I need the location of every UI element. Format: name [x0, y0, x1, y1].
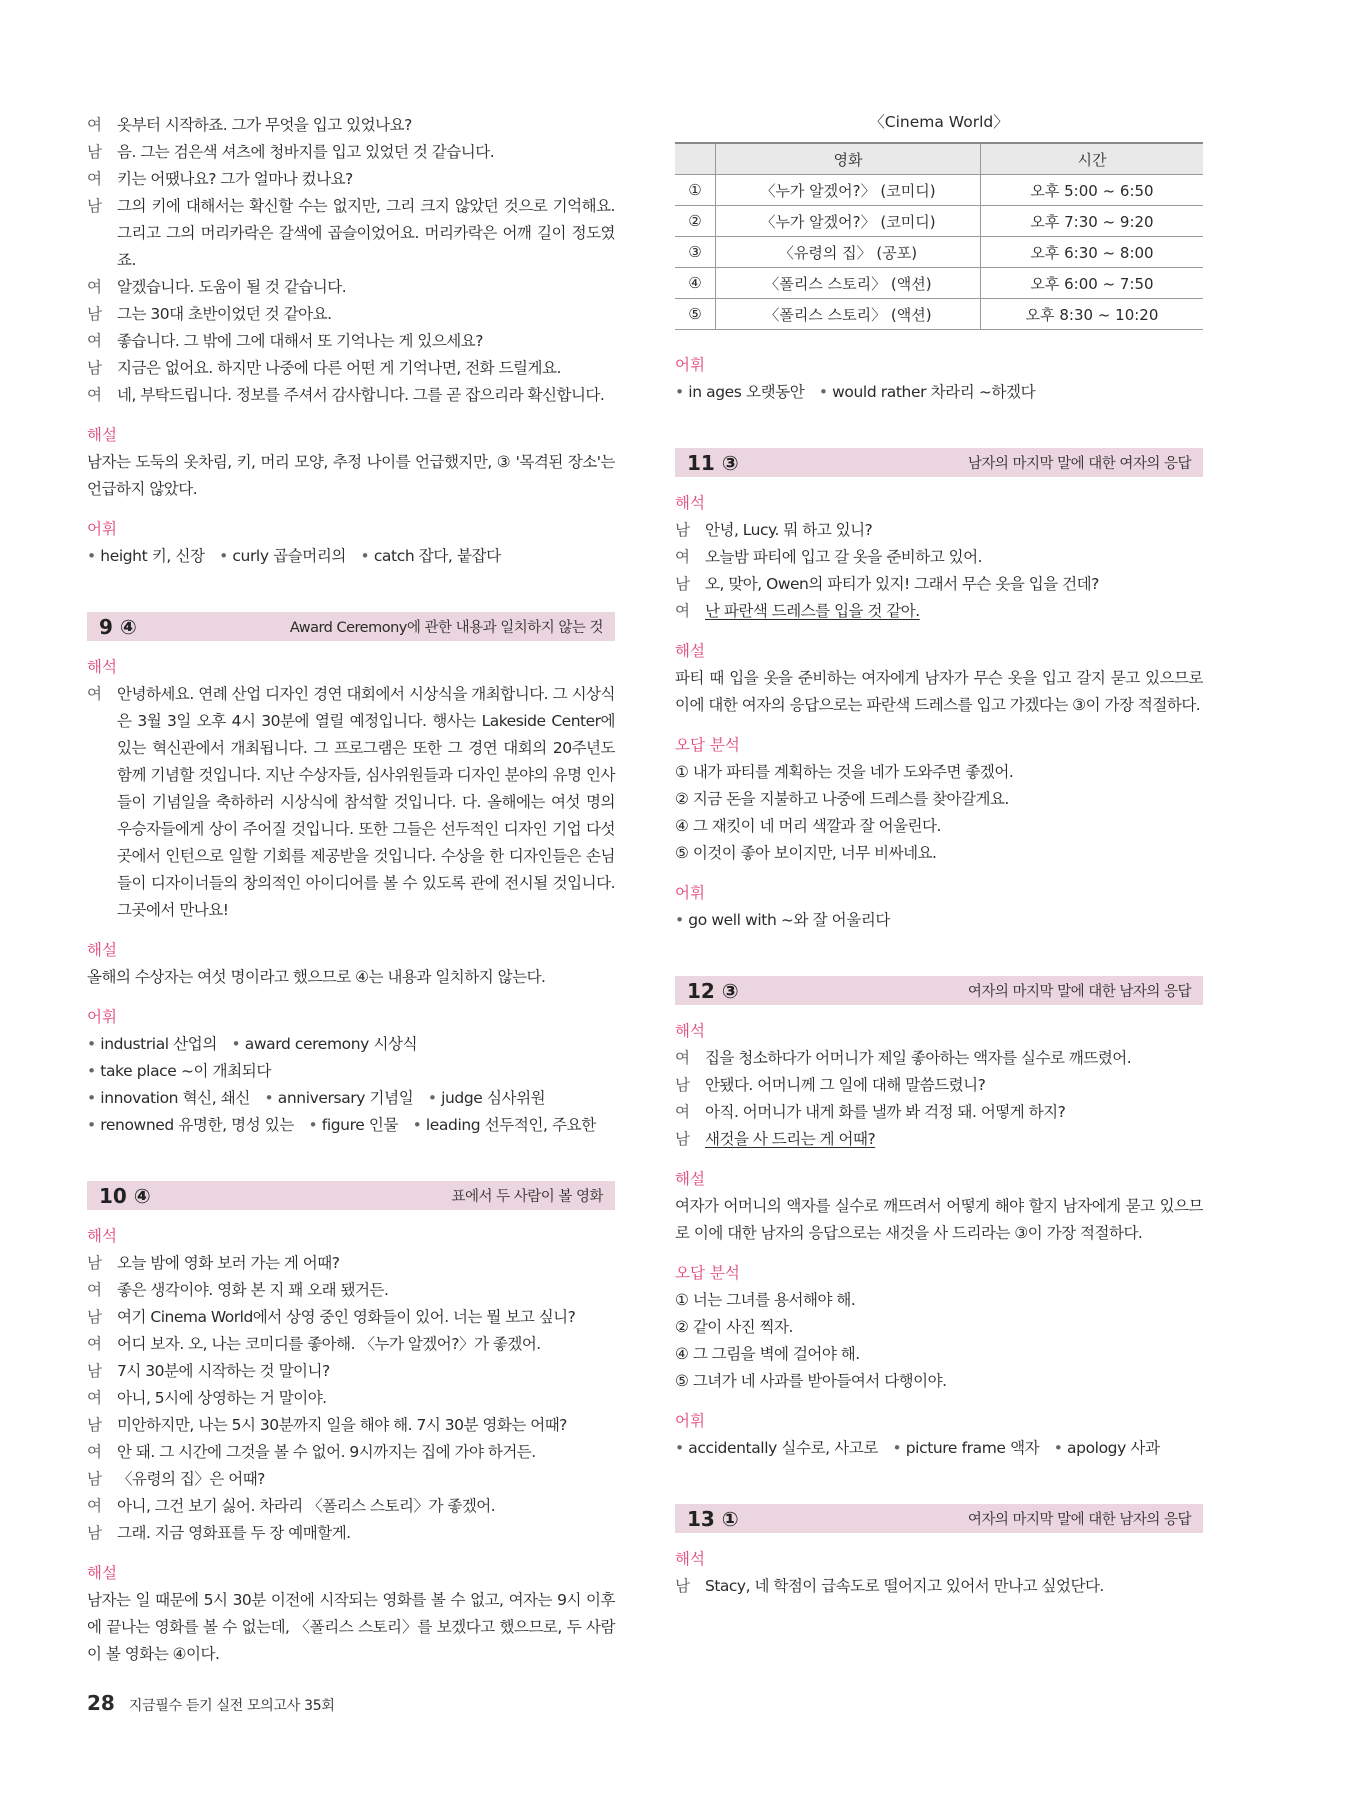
vocab-item: • award ceremony 시상식: [232, 1035, 418, 1053]
dialog-line: 여 키는 어땠나요? 그가 얼마나 컸나요?: [87, 170, 353, 188]
dialog: [87, 1250, 615, 1547]
translation-label: 해석: [87, 658, 117, 676]
explanation-text: 여자가 어머니의 액자를 실수로 깨뜨려서 어떻게 해야 할지 남자에게 묻고 있으므로 이에 대한 남자의 응답으로는 새것을 사 드리라는 ③이 가장 적절하다.: [675, 1197, 1203, 1242]
explanation-label: 해설: [87, 426, 117, 444]
dialog-line: 여 난 파란색 드레스를 입을 것 같아.: [675, 602, 920, 620]
table-cell: 오후 8:30 ~ 10:20: [981, 299, 1204, 330]
question-header-9: [87, 612, 615, 641]
vocab-item: • anniversary 기념일: [265, 1089, 414, 1107]
dialog-line: 여 네, 부탁드립니다. 정보를 주셔서 감사합니다. 그를 곧 잡으리라 확신합니다.: [87, 386, 605, 404]
table-header-row: [675, 143, 1203, 175]
question-number: 12 ③: [687, 978, 739, 1003]
table-row: [675, 299, 1203, 330]
vocab-item: • renowned 유명한, 명성 있는: [87, 1116, 294, 1134]
dialog-line: 남 음. 그는 검은색 셔츠에 청바지를 입고 있었던 것 같습니다.: [87, 143, 495, 161]
explanation-text: 파티 때 입을 옷을 준비하는 여자에게 남자가 무슨 옷을 입고 갈지 묻고 있으므로 이에 대한 여자의 응답으로는 파란색 드레스를 입고 가겠다는 ③이 가장 적절하다.: [675, 669, 1203, 714]
wrong-analysis-label: 오답 분석: [675, 1264, 740, 1282]
vocab-item: • take place ~이 개최되다: [87, 1062, 271, 1080]
dialog-line: 여 옷부터 시작하죠. 그가 무엇을 입고 있었나요?: [87, 116, 412, 134]
dialog: [675, 1045, 1203, 1153]
table-cell: 〈폴리스 스토리〉 (액션): [716, 299, 981, 330]
right-column: [675, 112, 1203, 1600]
dialog-line: 여 좋습니다. 그 밖에 그에 대해서 또 기억나는 게 있으세요?: [87, 332, 483, 350]
option-line: ① 너는 그녀를 용서해야 해.: [675, 1291, 856, 1309]
question-number: 9 ④: [99, 614, 137, 639]
dialog-line: 여 알겠습니다. 도움이 될 것 같습니다.: [87, 278, 347, 296]
table-cell: ②: [675, 206, 716, 237]
vocab-item: • picture frame 액자: [892, 1439, 1039, 1457]
option-line: ⑤ 그녀가 네 사과를 받아들여서 다행이야.: [675, 1372, 947, 1390]
question-description: 여자의 마지막 말에 대한 남자의 응답: [967, 1512, 1191, 1528]
table-row: [675, 175, 1203, 206]
vocab-label: 어휘: [675, 884, 705, 902]
dialog-line: 여 오늘밤 파티에 입고 갈 옷을 준비하고 있어.: [675, 548, 983, 566]
wrong-options: [675, 1287, 1203, 1395]
vocab-list: [87, 1031, 615, 1139]
table-cell: 오후 6:30 ~ 8:00: [981, 237, 1204, 268]
page-number: 28: [87, 1691, 115, 1715]
dialog-top: [87, 112, 615, 409]
table-row: [675, 237, 1203, 268]
vocab-item: • industrial 산업의: [87, 1035, 217, 1053]
vocab-item: • in ages 오랫동안: [675, 383, 804, 401]
vocab-item: • go well with ~와 잘 어울리다: [675, 911, 890, 929]
dialog: [675, 517, 1203, 625]
dialog-line: 여 안 돼. 그 시간에 그것을 볼 수 없어. 9시까지는 집에 가야 하거든.: [87, 1443, 536, 1461]
vocab-label: 어휘: [675, 356, 705, 374]
explanation-label: 해설: [87, 1564, 117, 1582]
option-line: ② 지금 돈을 지불하고 나중에 드레스를 찾아갈게요.: [675, 790, 1009, 808]
dialog-line: 남 오, 맞아, Owen의 파티가 있지! 그래서 무슨 옷을 입을 건데?: [675, 575, 1099, 593]
translation-label: 해석: [675, 1550, 705, 1568]
vocab-list: [675, 907, 1203, 934]
table-title: 〈Cinema World〉: [869, 113, 1009, 131]
footer-title: 지금필수 듣기 실전 모의고사 35회: [128, 1698, 335, 1714]
table-cell: 〈누가 알겠어?〉 (코미디): [716, 175, 981, 206]
vocab-label: 어휘: [87, 1008, 117, 1026]
explanation-label: 해설: [675, 1170, 705, 1188]
table-cell: ③: [675, 237, 716, 268]
vocab-label: 어휘: [675, 1412, 705, 1430]
dialog-line: 남 안됐다. 어머니께 그 일에 대해 말씀드렸니?: [675, 1076, 986, 1094]
dialog-line: 남 그의 키에 대해서는 확신할 수는 없지만, 그리 크지 않았던 것으로 기억해요. 그리고 그의 머리카락은 갈색에 곱슬이었어요. 머리카락은 어깨 길이 정도였죠.: [87, 197, 615, 269]
translation-label: 해석: [87, 1227, 117, 1245]
dialog-line: 여 아니, 그건 보기 싫어. 차라리 〈폴리스 스토리〉가 좋겠어.: [87, 1497, 496, 1515]
dialog-line: 여 아니, 5시에 상영하는 거 말이야.: [87, 1389, 327, 1407]
vocab-item: • figure 인물: [308, 1116, 398, 1134]
dialog-line: 남 지금은 없어요. 하지만 나중에 다른 어떤 게 기억나면, 전화 드릴게요.: [87, 359, 561, 377]
vocab-item: • leading 선두적인, 주요한: [413, 1116, 596, 1134]
option-line: ① 내가 파티를 계획하는 것을 네가 도와주면 좋겠어.: [675, 763, 1014, 781]
table-header: 시간: [981, 143, 1204, 175]
explanation-text: 남자는 도둑의 옷차림, 키, 머리 모양, 추정 나이를 언급했지만, ③ '목격된 장소'는 언급하지 않았다.: [87, 453, 615, 498]
option-line: ② 같이 사진 찍자.: [675, 1318, 793, 1336]
table-row: [675, 206, 1203, 237]
vocab-item: • judge 심사위원: [428, 1089, 545, 1107]
dialog-line: 남 〈유령의 집〉은 어때?: [87, 1470, 265, 1488]
dialog-line: 남 새것을 사 드리는 게 어때?: [675, 1130, 876, 1148]
question-header-11: [675, 448, 1203, 477]
dialog-line: 남 안녕, Lucy. 뭐 하고 있니?: [675, 521, 873, 539]
vocab-item: • accidentally 실수로, 사고로: [675, 1439, 878, 1457]
vocab-item: • apology 사과: [1054, 1439, 1160, 1457]
vocab-item: • curly 곱슬머리의: [219, 547, 346, 565]
table-cell: 오후 7:30 ~ 9:20: [981, 206, 1204, 237]
dialog-line: 남 오늘 밤에 영화 보러 가는 게 어때?: [87, 1254, 340, 1272]
explanation-label: 해설: [675, 642, 705, 660]
vocab-label: 어휘: [87, 520, 117, 538]
option-line: ⑤ 이것이 좋아 보이지만, 너무 비싸네요.: [675, 844, 937, 862]
vocab-item: • height 키, 신장: [87, 547, 205, 565]
vocab-list: [675, 1435, 1203, 1462]
question-description: 여자의 마지막 말에 대한 남자의 응답: [967, 984, 1191, 1000]
table-cell: 〈폴리스 스토리〉 (액션): [716, 268, 981, 299]
table-row: [675, 268, 1203, 299]
answer-underlined: 새것을 사 드리는 게 어때?: [705, 1130, 876, 1148]
dialog-line: 남 7시 30분에 시작하는 것 말이니?: [87, 1362, 330, 1380]
wrong-analysis-label: 오답 분석: [675, 736, 740, 754]
page-footer: [87, 1691, 335, 1715]
question-number: 11 ③: [687, 450, 739, 475]
explanation-text: 남자는 일 때문에 5시 30분 이전에 시작되는 영화를 볼 수 없고, 여자는 9시 이후에 끝나는 영화를 볼 수 없는데, 〈폴리스 스토리〉를 보겠다고 했으므로, 두 사람이 볼 영화는 ④이다.: [87, 1591, 615, 1663]
dialog-line: 여 아직. 어머니가 내게 화를 낼까 봐 걱정 돼. 어떻게 하지?: [675, 1103, 1066, 1121]
option-line: ④ 그 그림을 벽에 걸어야 해.: [675, 1345, 860, 1363]
vocab-list: [87, 543, 615, 570]
vocab-item: • innovation 혁신, 쇄신: [87, 1089, 250, 1107]
dialog-line: 남 여기 Cinema World에서 상영 중인 영화들이 있어. 너는 뭘 보고 싶니?: [87, 1308, 576, 1326]
movie-table: [675, 142, 1203, 330]
table-header: [675, 143, 716, 175]
question-number: 10 ④: [99, 1183, 151, 1208]
explanation-text: 올해의 수상자는 여섯 명이라고 했으므로 ④는 내용과 일치하지 않는다.: [87, 968, 546, 986]
table-header: 영화: [716, 143, 981, 175]
vocab-item: • would rather 차라리 ~하겠다: [819, 383, 1035, 401]
dialog-line: 남 그는 30대 초반이었던 것 같아요.: [87, 305, 332, 323]
left-column: [87, 112, 615, 1668]
dialog-line: 남 그래. 지금 영화표를 두 장 예매할게.: [87, 1524, 351, 1542]
question-header-13: [675, 1504, 1203, 1533]
option-line: ④ 그 재킷이 네 머리 색깔과 잘 어울린다.: [675, 817, 941, 835]
vocab-item: • catch 잡다, 붙잡다: [361, 547, 501, 565]
question-description: 표에서 두 사람이 볼 영화: [451, 1189, 603, 1205]
question-header-10: [87, 1181, 615, 1210]
question-header-12: [675, 976, 1203, 1005]
explanation-label: 해설: [87, 941, 117, 959]
table-cell: 〈유령의 집〉 (공포): [716, 237, 981, 268]
monologue: 여 안녕하세요. 연례 산업 디자인 경연 대회에서 시상식을 개최합니다. 그 시상식은 3월 3일 오후 4시 30분에 열릴 예정입니다. 행사는 Lakeside Center에 있는 혁신관에서 개최됩니다. 그 프로그램은 또한 그 경연 대회의 20주년도 함께 기념할 것입니다. 지난 수상자들, 심사위원들과 디자인 분야의 유명 인사들이 기념일을 축하하러 시상식에 참석할 것입니다. 다. 올해에는 여섯 명의 우승자들에게 상이 주어질 것입니다. 또한 그들은 선두적인 디자인 기업 다섯 곳에서 인턴으로 일할 기회를 제공받을 것입니다. 수상을 한 디자인들은 손님들이 디자이너들의 창의적인 아이디어를 볼 수 있도록 관에 전시될 것입니다. 그곳에서 만나요!: [87, 685, 615, 919]
table-cell: ④: [675, 268, 716, 299]
question-description: Award Ceremony에 관한 내용과 일치하지 않는 것: [289, 620, 603, 636]
dialog-line: 여 어디 보자. 오, 나는 코미디를 좋아해. 〈누가 알겠어?〉가 좋겠어.: [87, 1335, 541, 1353]
table-cell: 오후 6:00 ~ 7:50: [981, 268, 1204, 299]
question-description: 남자의 마지막 말에 대한 여자의 응답: [967, 456, 1191, 472]
dialog-line: 여 좋은 생각이야. 영화 본 지 꽤 오래 됐거든.: [87, 1281, 389, 1299]
table-cell: 오후 5:00 ~ 6:50: [981, 175, 1204, 206]
table-cell: ①: [675, 175, 716, 206]
answer-underlined: 난 파란색 드레스를 입을 것 같아.: [705, 602, 920, 620]
translation-label: 해석: [675, 494, 705, 512]
translation-label: 해석: [675, 1022, 705, 1040]
wrong-options: [675, 759, 1203, 867]
vocab-list: [675, 379, 1203, 406]
dialog-line: 여 집을 청소하다가 어머니가 제일 좋아하는 액자를 실수로 깨뜨렸어.: [675, 1049, 1132, 1067]
table-cell: 〈누가 알겠어?〉 (코미디): [716, 206, 981, 237]
question-number: 13 ①: [687, 1506, 739, 1531]
dialog-line: 남 Stacy, 네 학점이 급속도로 떨어지고 있어서 만나고 싶었단다.: [675, 1577, 1104, 1595]
table-cell: ⑤: [675, 299, 716, 330]
dialog-line: 남 미안하지만, 나는 5시 30분까지 일을 해야 해. 7시 30분 영화는 어때?: [87, 1416, 567, 1434]
